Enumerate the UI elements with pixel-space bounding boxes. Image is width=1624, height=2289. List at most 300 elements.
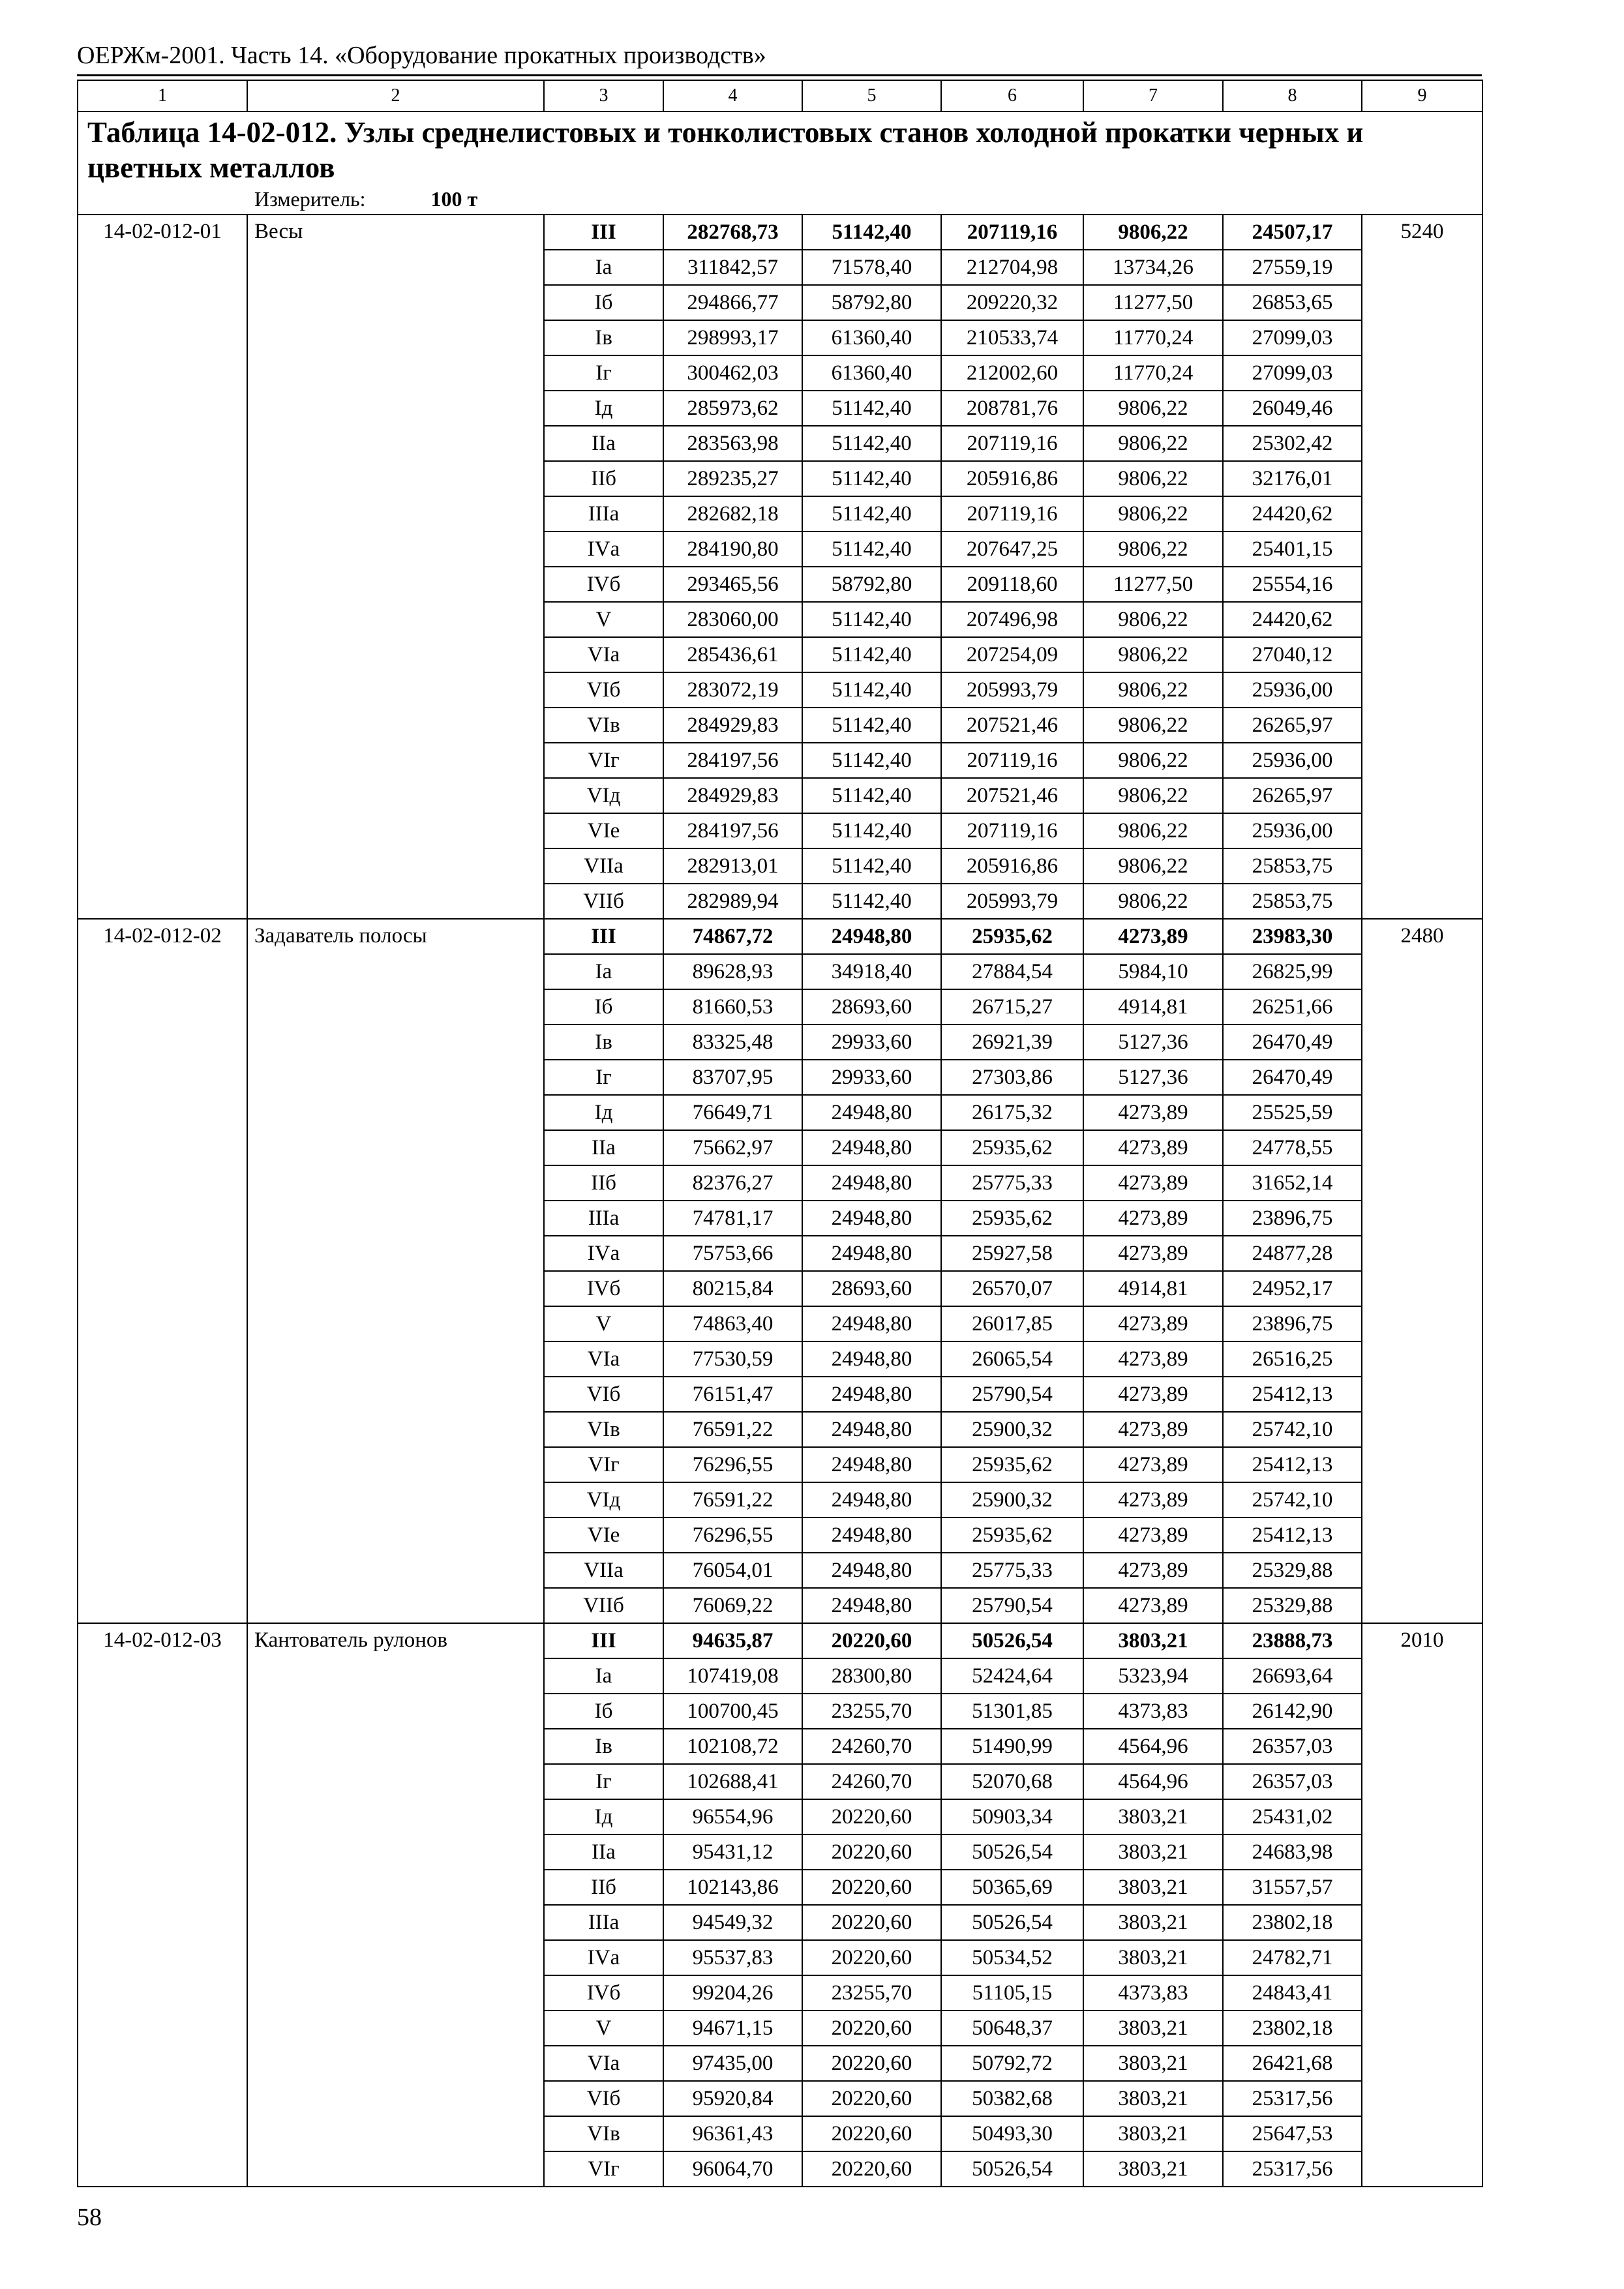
value-cell-col7: 9806,22	[1083, 778, 1223, 813]
value-cell-col7: 11770,24	[1083, 320, 1223, 355]
value-cell-col4: 77530,59	[663, 1341, 802, 1377]
equipment-name	[247, 1940, 544, 1975]
equipment-name	[247, 391, 544, 426]
value-cell-col7: 13734,26	[1083, 250, 1223, 285]
value-cell-col8: 26265,97	[1223, 708, 1362, 743]
rate-code	[78, 461, 247, 496]
equipment-name	[247, 602, 544, 637]
value-cell-col7: 3803,21	[1083, 1905, 1223, 1940]
value-cell-col5: 51142,40	[802, 813, 941, 848]
price-zone: VIIб	[544, 884, 663, 919]
value-cell-col5: 51142,40	[802, 496, 941, 531]
value-cell-col4: 95920,84	[663, 2081, 802, 2116]
table-row	[78, 1095, 1482, 1130]
value-cell-col7: 5984,10	[1083, 954, 1223, 989]
value-cell-col7: 4914,81	[1083, 1271, 1223, 1306]
value-cell-col6: 52424,64	[941, 1658, 1083, 1694]
value-cell-col6: 50493,30	[941, 2116, 1083, 2151]
column-9-value	[1362, 2011, 1482, 2046]
value-cell-col4: 74863,40	[663, 1306, 802, 1341]
value-cell-col6: 205993,79	[941, 672, 1083, 708]
column-9-value	[1362, 2081, 1482, 2116]
value-cell-col8: 23802,18	[1223, 1905, 1362, 1940]
price-zone: VIа	[544, 637, 663, 672]
value-cell-col7: 4273,89	[1083, 1236, 1223, 1271]
column-9-value	[1362, 708, 1482, 743]
column-9-value	[1362, 778, 1482, 813]
value-cell-col5: 51142,40	[802, 848, 941, 884]
value-cell-col4: 96064,70	[663, 2151, 802, 2187]
value-cell-col5: 58792,80	[802, 567, 941, 602]
column-9-value	[1362, 1694, 1482, 1729]
rate-code	[78, 1341, 247, 1377]
value-cell-col4: 76649,71	[663, 1095, 802, 1130]
value-cell-col6: 209118,60	[941, 567, 1083, 602]
value-cell-col8: 25742,10	[1223, 1412, 1362, 1447]
price-zone: Iг	[544, 355, 663, 391]
column-9-value	[1362, 1025, 1482, 1060]
column-number-3: 3	[544, 80, 663, 112]
rate-code	[78, 1377, 247, 1412]
table-row	[78, 2081, 1482, 2116]
column-9-value	[1362, 1236, 1482, 1271]
rate-code	[78, 1060, 247, 1095]
price-zone: VIIа	[544, 1553, 663, 1588]
value-cell-col7: 3803,21	[1083, 1940, 1223, 1975]
value-cell-col6: 50792,72	[941, 2046, 1083, 2081]
value-cell-col4: 75753,66	[663, 1236, 802, 1271]
table-row	[78, 2046, 1482, 2081]
value-cell-col8: 25412,13	[1223, 1518, 1362, 1553]
column-9-value	[1362, 461, 1482, 496]
rate-code	[78, 1729, 247, 1764]
value-cell-col4: 282913,01	[663, 848, 802, 884]
equipment-name	[247, 531, 544, 567]
rate-code	[78, 1025, 247, 1060]
table-row	[78, 919, 1482, 954]
value-cell-col6: 25775,33	[941, 1165, 1083, 1201]
value-cell-col4: 284929,83	[663, 708, 802, 743]
table-row	[78, 391, 1482, 426]
value-cell-col7: 9806,22	[1083, 426, 1223, 461]
table-row	[78, 531, 1482, 567]
equipment-name	[247, 2081, 544, 2116]
column-9-value	[1362, 1553, 1482, 1588]
price-zone: IVб	[544, 1271, 663, 1306]
price-zone: V	[544, 1306, 663, 1341]
value-cell-col4: 283563,98	[663, 426, 802, 461]
price-zone: VIв	[544, 2116, 663, 2151]
value-cell-col8: 25936,00	[1223, 672, 1362, 708]
value-cell-col8: 25554,16	[1223, 567, 1362, 602]
column-9-value	[1362, 1271, 1482, 1306]
value-cell-col6: 208781,76	[941, 391, 1083, 426]
value-cell-col8: 26251,66	[1223, 989, 1362, 1025]
price-zone: VIе	[544, 813, 663, 848]
value-cell-col7: 4273,89	[1083, 1588, 1223, 1623]
equipment-name	[247, 1025, 544, 1060]
value-cell-col7: 4273,89	[1083, 1518, 1223, 1553]
page-number: 58	[77, 2204, 102, 2231]
price-zone: IIа	[544, 426, 663, 461]
rate-code	[78, 567, 247, 602]
column-9-value	[1362, 1834, 1482, 1870]
value-cell-col6: 205916,86	[941, 461, 1083, 496]
rate-code	[78, 391, 247, 426]
rate-code	[78, 1834, 247, 1870]
value-cell-col8: 25647,53	[1223, 2116, 1362, 2151]
value-cell-col4: 94671,15	[663, 2011, 802, 2046]
value-cell-col6: 27303,86	[941, 1060, 1083, 1095]
equipment-name	[247, 637, 544, 672]
column-9-value	[1362, 1975, 1482, 2011]
price-zone: IVб	[544, 567, 663, 602]
value-cell-col4: 102688,41	[663, 1764, 802, 1799]
value-cell-col4: 298993,17	[663, 320, 802, 355]
value-cell-col8: 24782,71	[1223, 1940, 1362, 1975]
rate-code	[78, 1130, 247, 1165]
table-row	[78, 1271, 1482, 1306]
rate-code	[78, 1518, 247, 1553]
rate-code	[78, 426, 247, 461]
price-zone: IVа	[544, 1940, 663, 1975]
column-9-value	[1362, 602, 1482, 637]
value-cell-col5: 51142,40	[802, 215, 941, 250]
column-number-8: 8	[1223, 80, 1362, 112]
column-9-value: 2480	[1362, 919, 1482, 954]
column-9-value	[1362, 355, 1482, 391]
value-cell-col8: 26693,64	[1223, 1658, 1362, 1694]
table-row	[78, 1623, 1482, 1658]
value-cell-col7: 9806,22	[1083, 461, 1223, 496]
rate-code	[78, 1588, 247, 1623]
column-9-value	[1362, 637, 1482, 672]
column-number-7: 7	[1083, 80, 1223, 112]
equipment-name	[247, 426, 544, 461]
price-zone: Iв	[544, 1729, 663, 1764]
column-9-value	[1362, 1377, 1482, 1412]
value-cell-col5: 51142,40	[802, 531, 941, 567]
price-zone: VIг	[544, 1447, 663, 1482]
value-cell-col5: 51142,40	[802, 426, 941, 461]
column-9-value	[1362, 1165, 1482, 1201]
value-cell-col4: 76591,22	[663, 1412, 802, 1447]
table-row	[78, 355, 1482, 391]
value-cell-col4: 94549,32	[663, 1905, 802, 1940]
value-cell-col7: 3803,21	[1083, 1623, 1223, 1658]
column-9-value	[1362, 496, 1482, 531]
value-cell-col6: 50382,68	[941, 2081, 1083, 2116]
value-cell-col8: 23896,75	[1223, 1306, 1362, 1341]
equipment-name	[247, 250, 544, 285]
value-cell-col5: 24260,70	[802, 1729, 941, 1764]
value-cell-col7: 4564,96	[1083, 1729, 1223, 1764]
value-cell-col4: 81660,53	[663, 989, 802, 1025]
value-cell-col8: 25936,00	[1223, 813, 1362, 848]
rate-code	[78, 1095, 247, 1130]
rate-code	[78, 848, 247, 884]
table-row	[78, 1940, 1482, 1975]
value-cell-col5: 20220,60	[802, 1940, 941, 1975]
value-cell-col5: 29933,60	[802, 1025, 941, 1060]
rate-code	[78, 2011, 247, 2046]
value-cell-col8: 27559,19	[1223, 250, 1362, 285]
rate-code	[78, 2116, 247, 2151]
equipment-name	[247, 1130, 544, 1165]
rate-code	[78, 989, 247, 1025]
equipment-name	[247, 1764, 544, 1799]
price-zone: Iа	[544, 250, 663, 285]
value-cell-col4: 83707,95	[663, 1060, 802, 1095]
rate-code: 14-02-012-01	[78, 215, 247, 250]
price-zone: IVа	[544, 531, 663, 567]
equipment-name	[247, 320, 544, 355]
value-cell-col6: 26175,32	[941, 1095, 1083, 1130]
value-cell-col6: 51301,85	[941, 1694, 1083, 1729]
value-cell-col8: 24778,55	[1223, 1130, 1362, 1165]
table-row	[78, 1870, 1482, 1905]
value-cell-col6: 25927,58	[941, 1236, 1083, 1271]
rate-code	[78, 250, 247, 285]
table-row	[78, 954, 1482, 989]
value-cell-col8: 25412,13	[1223, 1377, 1362, 1412]
value-cell-col5: 24948,80	[802, 1447, 941, 1482]
value-cell-col4: 282989,94	[663, 884, 802, 919]
equipment-name	[247, 848, 544, 884]
equipment-name	[247, 989, 544, 1025]
value-cell-col7: 4273,89	[1083, 1095, 1223, 1130]
value-cell-col6: 25775,33	[941, 1553, 1083, 1588]
value-cell-col6: 50526,54	[941, 1834, 1083, 1870]
value-cell-col8: 24843,41	[1223, 1975, 1362, 2011]
rate-code	[78, 1799, 247, 1834]
column-9-value	[1362, 285, 1482, 320]
column-9-value	[1362, 426, 1482, 461]
table-row	[78, 848, 1482, 884]
value-cell-col4: 80215,84	[663, 1271, 802, 1306]
column-9-value	[1362, 1341, 1482, 1377]
value-cell-col8: 26853,65	[1223, 285, 1362, 320]
value-cell-col5: 51142,40	[802, 743, 941, 778]
value-cell-col5: 20220,60	[802, 2081, 941, 2116]
equipment-name	[247, 1165, 544, 1201]
price-zone: VIе	[544, 1518, 663, 1553]
value-cell-col6: 207254,09	[941, 637, 1083, 672]
value-cell-col4: 284197,56	[663, 813, 802, 848]
value-cell-col4: 283072,19	[663, 672, 802, 708]
value-cell-col5: 24948,80	[802, 1165, 941, 1201]
price-zone: Iв	[544, 320, 663, 355]
value-cell-col8: 25317,56	[1223, 2151, 1362, 2187]
value-cell-col8: 26516,25	[1223, 1341, 1362, 1377]
value-cell-col6: 207119,16	[941, 215, 1083, 250]
value-cell-col6: 205916,86	[941, 848, 1083, 884]
value-cell-col8: 24420,62	[1223, 496, 1362, 531]
price-zone: IIб	[544, 1165, 663, 1201]
table-row	[78, 1412, 1482, 1447]
value-cell-col4: 82376,27	[663, 1165, 802, 1201]
equipment-name	[247, 1482, 544, 1518]
equipment-name	[247, 496, 544, 531]
value-cell-col6: 52070,68	[941, 1764, 1083, 1799]
table-row	[78, 1236, 1482, 1271]
rate-code	[78, 1694, 247, 1729]
value-cell-col6: 25935,62	[941, 1201, 1083, 1236]
value-cell-col5: 28300,80	[802, 1658, 941, 1694]
price-zone: Iд	[544, 1095, 663, 1130]
value-cell-col4: 76151,47	[663, 1377, 802, 1412]
column-9-value	[1362, 1130, 1482, 1165]
price-zone: Iб	[544, 989, 663, 1025]
equipment-name	[247, 1588, 544, 1623]
value-cell-col7: 4373,83	[1083, 1975, 1223, 2011]
equipment-name	[247, 1975, 544, 2011]
table-row	[78, 1377, 1482, 1412]
value-cell-col4: 95431,12	[663, 1834, 802, 1870]
value-cell-col5: 24948,80	[802, 1553, 941, 1588]
value-cell-col5: 24948,80	[802, 919, 941, 954]
equipment-name	[247, 743, 544, 778]
value-cell-col7: 5323,94	[1083, 1658, 1223, 1694]
price-zone: IIIа	[544, 1905, 663, 1940]
value-cell-col8: 26357,03	[1223, 1764, 1362, 1799]
value-cell-col7: 4273,89	[1083, 919, 1223, 954]
value-cell-col6: 207119,16	[941, 743, 1083, 778]
value-cell-col5: 24948,80	[802, 1095, 941, 1130]
column-9-value	[1362, 1518, 1482, 1553]
value-cell-col6: 207521,46	[941, 778, 1083, 813]
value-cell-col6: 50648,37	[941, 2011, 1083, 2046]
value-cell-col5: 51142,40	[802, 778, 941, 813]
value-cell-col5: 20220,60	[802, 1799, 941, 1834]
value-cell-col7: 3803,21	[1083, 1799, 1223, 1834]
value-cell-col5: 24948,80	[802, 1201, 941, 1236]
value-cell-col5: 20220,60	[802, 1834, 941, 1870]
value-cell-col6: 26570,07	[941, 1271, 1083, 1306]
column-9-value	[1362, 1306, 1482, 1341]
value-cell-col6: 25935,62	[941, 919, 1083, 954]
column-9-value	[1362, 884, 1482, 919]
equipment-name	[247, 1518, 544, 1553]
column-9-value	[1362, 1482, 1482, 1518]
value-cell-col6: 50365,69	[941, 1870, 1083, 1905]
table-row	[78, 2151, 1482, 2187]
column-9-value	[1362, 848, 1482, 884]
equipment-name	[247, 1095, 544, 1130]
value-cell-col5: 20220,60	[802, 1870, 941, 1905]
value-cell-col8: 25853,75	[1223, 848, 1362, 884]
table-row	[78, 708, 1482, 743]
equipment-name	[247, 884, 544, 919]
price-zone: III	[544, 215, 663, 250]
value-cell-col8: 25431,02	[1223, 1799, 1362, 1834]
value-cell-col4: 95537,83	[663, 1940, 802, 1975]
table-row	[78, 884, 1482, 919]
value-cell-col5: 20220,60	[802, 1623, 941, 1658]
value-cell-col8: 26470,49	[1223, 1060, 1362, 1095]
equipment-name	[247, 355, 544, 391]
column-9-value	[1362, 250, 1482, 285]
column-9-value	[1362, 1095, 1482, 1130]
table-row	[78, 743, 1482, 778]
value-cell-col5: 24948,80	[802, 1130, 941, 1165]
price-zone: Iг	[544, 1060, 663, 1095]
equipment-name	[247, 1236, 544, 1271]
value-cell-col4: 284929,83	[663, 778, 802, 813]
measure-line	[87, 185, 1482, 214]
rate-code: 14-02-012-02	[78, 919, 247, 954]
value-cell-col4: 102143,86	[663, 1870, 802, 1905]
table-row	[78, 461, 1482, 496]
value-cell-col5: 24948,80	[802, 1518, 941, 1553]
column-9-value	[1362, 2116, 1482, 2151]
rate-code	[78, 1940, 247, 1975]
value-cell-col5: 51142,40	[802, 637, 941, 672]
table-title: Таблица 14-02-012. Узлы среднелистовых и тонколистовых станов холодной прокатки черных и цветных металлов	[87, 116, 1364, 184]
rate-code	[78, 708, 247, 743]
value-cell-col8: 25329,88	[1223, 1553, 1362, 1588]
equipment-name	[247, 813, 544, 848]
value-cell-col6: 50526,54	[941, 2151, 1083, 2187]
price-zone: V	[544, 2011, 663, 2046]
table-row	[78, 285, 1482, 320]
value-cell-col8: 24507,17	[1223, 215, 1362, 250]
value-cell-col7: 4914,81	[1083, 989, 1223, 1025]
value-cell-col7: 4273,89	[1083, 1341, 1223, 1377]
value-cell-col4: 100700,45	[663, 1694, 802, 1729]
value-cell-col8: 23983,30	[1223, 919, 1362, 954]
value-cell-col5: 34918,40	[802, 954, 941, 989]
equipment-name: Весы	[247, 215, 544, 250]
table-title-cell	[78, 112, 1482, 215]
value-cell-col8: 25853,75	[1223, 884, 1362, 919]
value-cell-col7: 4273,89	[1083, 1412, 1223, 1447]
value-cell-col5: 20220,60	[802, 2011, 941, 2046]
value-cell-col8: 23896,75	[1223, 1201, 1362, 1236]
value-cell-col8: 23888,73	[1223, 1623, 1362, 1658]
value-cell-col5: 29933,60	[802, 1060, 941, 1095]
equipment-name	[247, 1870, 544, 1905]
value-cell-col6: 50903,34	[941, 1799, 1083, 1834]
equipment-name	[247, 1694, 544, 1729]
value-cell-col6: 50534,52	[941, 1940, 1083, 1975]
value-cell-col4: 76591,22	[663, 1482, 802, 1518]
value-cell-col6: 26921,39	[941, 1025, 1083, 1060]
rate-code	[78, 2046, 247, 2081]
table-row	[78, 1975, 1482, 2011]
price-zone: Iб	[544, 1694, 663, 1729]
header-rule	[77, 74, 1482, 76]
equipment-name: Задаватель полосы	[247, 919, 544, 954]
value-cell-col8: 25412,13	[1223, 1447, 1362, 1482]
table-row	[78, 1764, 1482, 1799]
value-cell-col8: 31557,57	[1223, 1870, 1362, 1905]
table-row	[78, 1341, 1482, 1377]
value-cell-col8: 26265,97	[1223, 778, 1362, 813]
value-cell-col5: 71578,40	[802, 250, 941, 285]
table-row	[78, 250, 1482, 285]
value-cell-col4: 96554,96	[663, 1799, 802, 1834]
value-cell-col8: 25936,00	[1223, 743, 1362, 778]
price-zone: Iб	[544, 285, 663, 320]
rate-code	[78, 320, 247, 355]
column-9-value: 5240	[1362, 215, 1482, 250]
value-cell-col6: 205993,79	[941, 884, 1083, 919]
value-cell-col8: 31652,14	[1223, 1165, 1362, 1201]
value-cell-col8: 26049,46	[1223, 391, 1362, 426]
price-zone: VIд	[544, 778, 663, 813]
value-cell-col7: 9806,22	[1083, 743, 1223, 778]
